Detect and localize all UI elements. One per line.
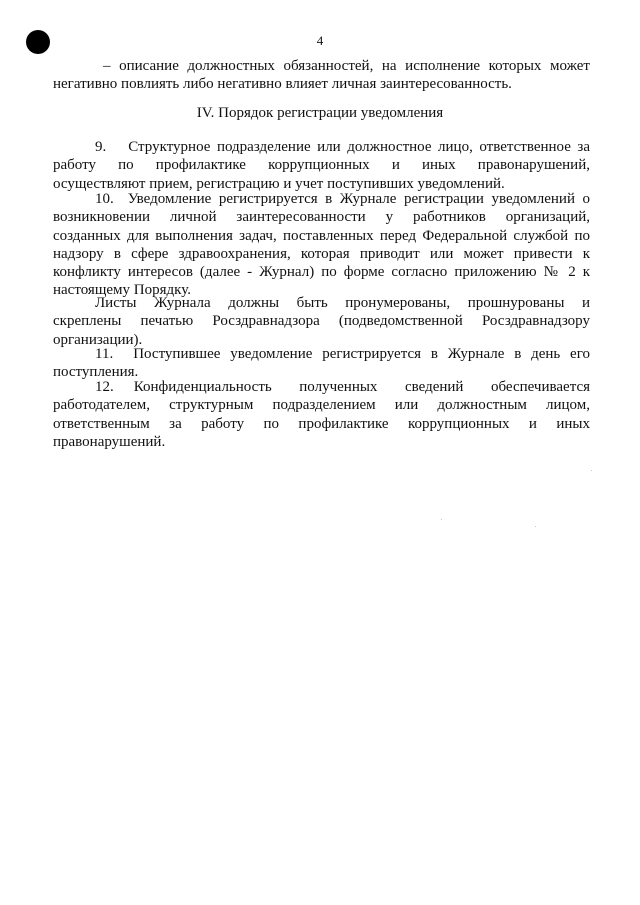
paragraph-line [53, 378, 590, 396]
intro-line: – описание должностных обязанностей, на исполнение которых может [103, 58, 590, 74]
paragraph-9 [53, 138, 590, 193]
paragraph-line: ответственным за работу по профилактике коррупционных и иных [53, 415, 590, 432]
paragraph-line: работодателем, структурным подразделением или должностным лицом, [53, 397, 590, 414]
item-number: 11. [95, 346, 114, 362]
item-number: 9. [95, 139, 107, 155]
paragraph-line: возникновении личной заинтересованности у работников организаций, [53, 209, 590, 226]
paragraph-line: поступления. [53, 364, 139, 381]
item-text: Конфиденциальность полученных сведений обеспечивается [133, 379, 590, 395]
paragraph-line [53, 190, 590, 208]
paragraph-11 [53, 345, 590, 382]
paragraph-12 [53, 378, 590, 451]
item-text: Листы Журнала должны быть пронумерованы, прошнурованы и [95, 295, 590, 311]
scan-speck [441, 519, 442, 520]
paragraph-line [53, 138, 590, 156]
item-text: Уведомление регистрируется в Журнале регистрации уведомлений о [127, 191, 590, 207]
paragraph-line [53, 294, 590, 312]
scan-speck [535, 526, 536, 527]
paragraph-line: скреплены печатью Росздравнадзора (подведомственной Росздравнадзору [53, 313, 590, 330]
item-number: 10. [95, 191, 114, 207]
paragraph-line: правонарушений. [53, 433, 166, 450]
scan-speck [591, 470, 592, 471]
paragraph-line: работу по профилактике коррупционных и иных правонарушений, [53, 157, 590, 174]
item-text: Поступившее уведомление регистрируется в Журнале в день его [133, 346, 590, 362]
paragraph-line [53, 345, 590, 363]
paragraph-line: созданных для выполнения задач, поставленных перед Федеральной службой по [53, 227, 590, 244]
paragraph-line: осуществляют прием, регистрацию и учет поступивших уведомлений. [53, 175, 505, 192]
item-text: Структурное подразделение или должностное лицо, ответственное за [128, 139, 590, 155]
paragraph-line: конфликту интересов (далее - Журнал) по форме согласно приложению № 2 к [53, 264, 590, 281]
intro-line: негативно повлиять либо негативно влияет личная заинтересованность. [53, 76, 512, 93]
paragraph-line: надзору в сфере здравоохранения, которая приводит или может привести к [53, 245, 590, 262]
intro-paragraph [53, 57, 590, 94]
paragraph-journal-sheets [53, 294, 590, 349]
page-number: 4 [316, 33, 324, 48]
paragraph-line: организации). [53, 331, 143, 348]
item-number: 12. [95, 379, 114, 395]
section-heading: IV. Порядок регистрации уведомления [196, 105, 444, 121]
paragraph-line: настоящему Порядку. [53, 282, 191, 299]
paragraph-10 [53, 190, 590, 300]
